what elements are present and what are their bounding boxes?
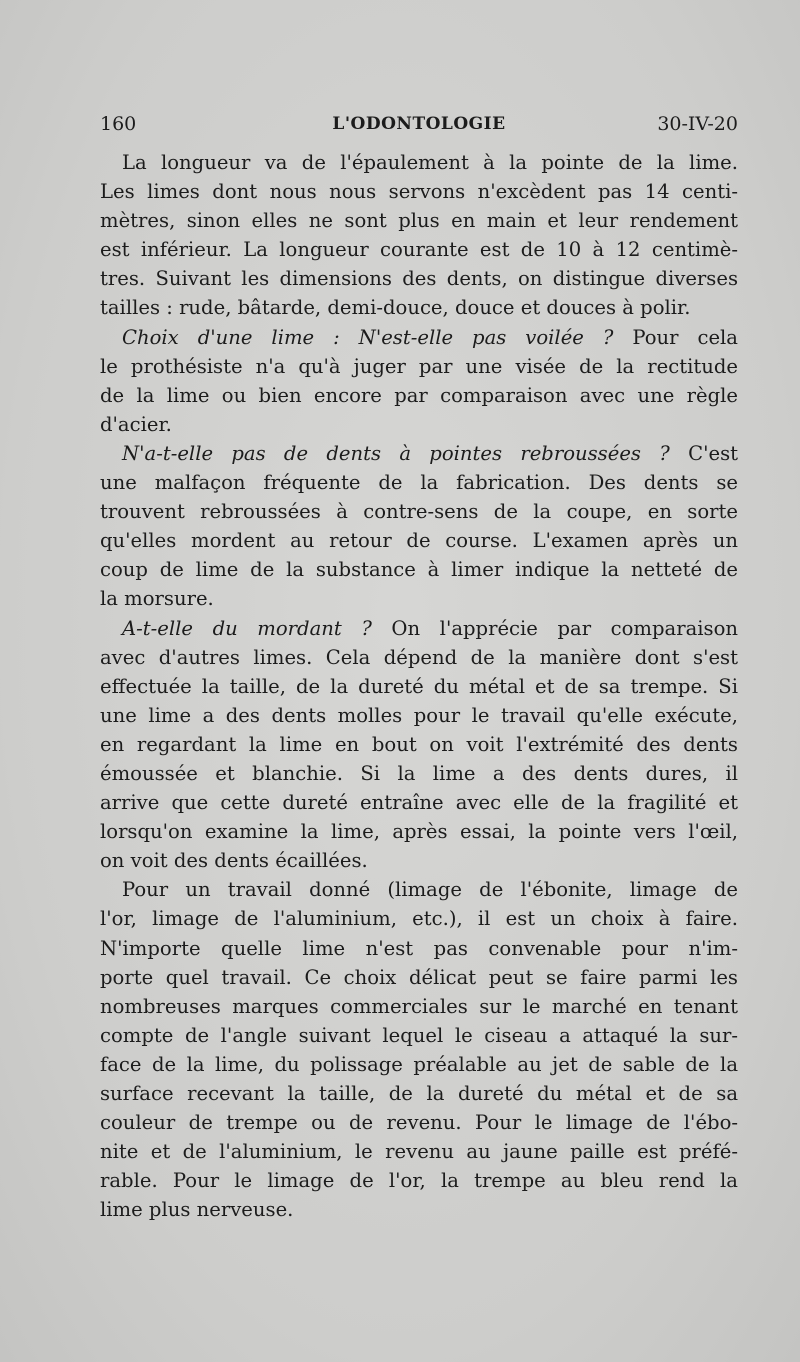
text-line: nite et de l'aluminium, le revenu au jaune paille est préfé-: [100, 1140, 738, 1164]
text-line: d'acier.: [100, 412, 172, 436]
text-line: de la lime ou bien encore par comparaison avec une règle: [100, 383, 738, 407]
text-line: [100, 439, 738, 468]
text-line: en regardant la lime en bout on voit l'extrémité des dents: [100, 732, 738, 756]
text-line: est inférieur. La longueur courante est de 10 à 12 centimè-: [100, 238, 738, 262]
text-run: C'est: [669, 441, 738, 465]
text-line: compte de l'angle suivant lequel le ciseau a attaqué la sur-: [100, 1023, 738, 1047]
paragraph-length-and-sizes: [100, 148, 738, 323]
text-line: arrive que cette dureté entraîne avec elle de la fragilité et: [100, 791, 738, 815]
text-line: effectuée la taille, de la dureté du métal et de sa trempe. Si: [100, 674, 738, 698]
page-number: 160: [100, 113, 137, 135]
italic-question: N'a-t-elle pas de dents à pointes rebroussées ?: [122, 441, 670, 465]
text-line: l'or, limage de l'aluminium, etc.), il est un choix à faire.: [100, 907, 738, 931]
text-line: [100, 614, 738, 643]
text-line: face de la lime, du polissage préalable au jet de sable de la: [100, 1052, 738, 1076]
text-line: trouvent rebroussées à contre-sens de la coupe, en sorte: [100, 500, 738, 524]
text-line: tres. Suivant les dimensions des dents, on distingue diverses: [100, 267, 738, 291]
issue-date: 30-IV-20: [657, 113, 738, 135]
text-line: la morsure.: [100, 587, 214, 611]
journal-title: L'ODONTOLOGIE: [332, 114, 506, 134]
text-line: lime plus nerveuse.: [100, 1198, 294, 1222]
paragraph-choice-of-file: [100, 323, 738, 439]
text-line: mètres, sinon elles ne sont plus en main et leur rendement: [100, 209, 738, 233]
text-line: rable. Pour le limage de l'or, la trempe au bleu rend la: [100, 1169, 738, 1193]
running-header: [100, 113, 738, 141]
paragraph-work-choice: [100, 875, 738, 1224]
text-line: lorsqu'on examine la lime, après essai, la pointe vers l'œil,: [100, 820, 738, 844]
text-line: qu'elles mordent au retour de course. L'examen après un: [100, 529, 738, 553]
text-line: porte quel travail. Ce choix délicat peut se faire parmi les: [100, 965, 738, 989]
text-line: une lime a des dents molles pour le travail qu'elle exécute,: [100, 703, 738, 727]
text-line: émoussée et blanchie. Si la lime a des dents dures, il: [100, 761, 738, 785]
text-line: couleur de trempe ou de revenu. Pour le limage de l'ébo-: [100, 1111, 738, 1135]
text-line: on voit des dents écaillées.: [100, 849, 368, 873]
text-line: La longueur va de l'épaulement à la pointe de la lime.: [122, 151, 738, 174]
text-line: une malfaçon fréquente de la fabrication. Des dents se: [100, 471, 738, 495]
text-line: tailles : rude, bâtarde, demi-douce, douce et douces à polir.: [100, 296, 691, 320]
text-line: coup de lime de la substance à limer indique la netteté de: [100, 558, 738, 582]
text-run: Pour cela: [613, 325, 738, 349]
text-line: Les limes dont nous nous servons n'excèdent pas 14 centi-: [100, 180, 738, 204]
text-line: avec d'autres limes. Cela dépend de la manière dont s'est: [100, 645, 738, 669]
body-text: [100, 148, 738, 1224]
paragraph-rebroussees: [100, 439, 738, 614]
text-line: nombreuses marques commerciales sur le marché en tenant: [100, 994, 738, 1018]
text-line: surface recevant la taille, de la dureté du métal et de sa: [100, 1082, 738, 1105]
text-line: le prothésiste n'a qu'à juger par une visée de la rectitude: [100, 354, 738, 378]
text-run: On l'apprécie par comparaison: [371, 616, 738, 640]
text-line: [100, 323, 738, 352]
italic-question: Choix d'une lime : N'est-elle pas voilée ?: [122, 325, 614, 349]
italic-question: A-t-elle du mordant ?: [122, 616, 372, 640]
text-line: N'importe quelle lime n'est pas convenable pour n'im-: [100, 936, 738, 960]
paragraph-mordant: [100, 614, 738, 876]
text-line: Pour un travail donné (limage de l'ébonite, limage de: [122, 878, 738, 902]
